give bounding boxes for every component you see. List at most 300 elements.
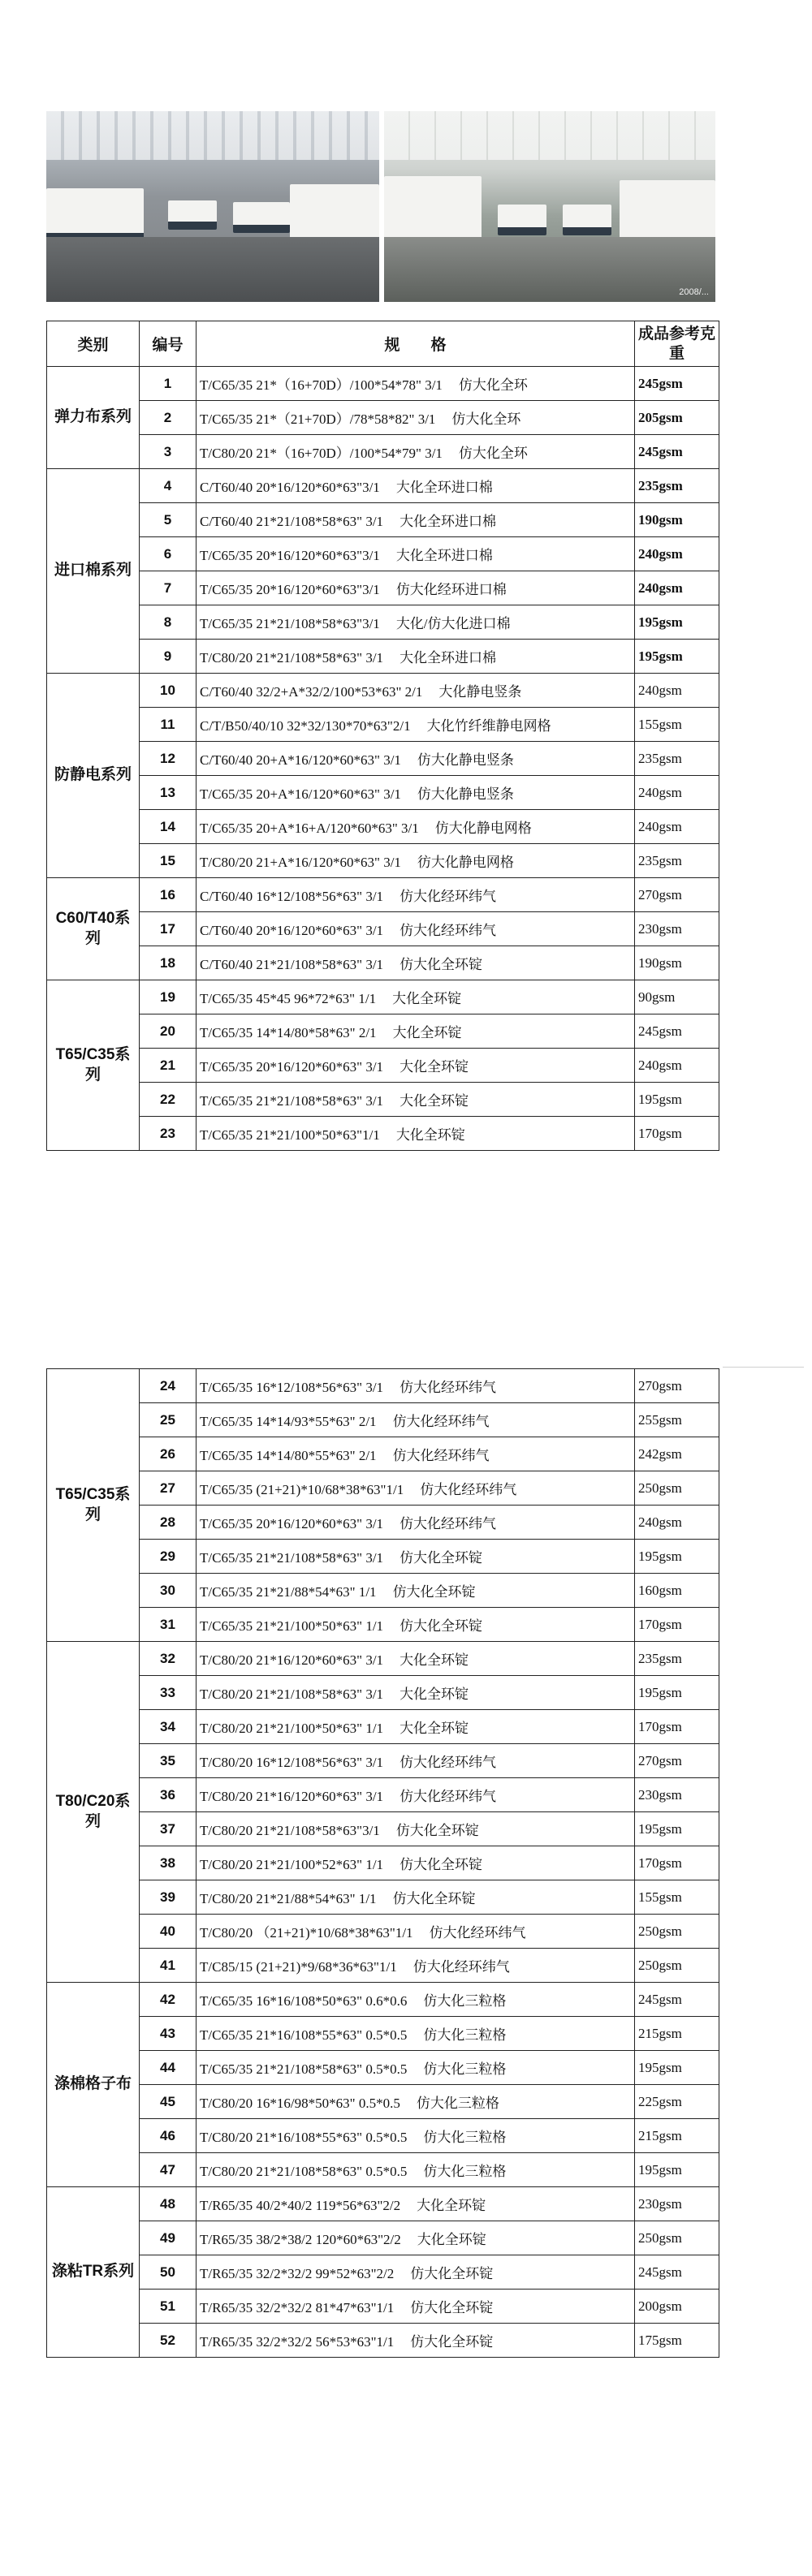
- spec-description: 仿大化全环锭: [392, 1584, 476, 1600]
- spec-description: 仿大化全环锭: [410, 2300, 494, 2315]
- table-row: [47, 878, 719, 912]
- row-weight: 245gsm: [635, 435, 719, 469]
- spec-description: 仿大化三粒格: [423, 1993, 507, 2009]
- fabric-spec-table-1: [46, 321, 719, 1151]
- table-row: [47, 2290, 719, 2324]
- table-row: [47, 742, 719, 776]
- table-row: [47, 1915, 719, 1949]
- spec-text: T/R65/35 38/2*38/2 120*60*63"2/2: [200, 2232, 401, 2247]
- spec-description: 仿大化全环锭: [410, 2266, 494, 2281]
- spec-text: T/C65/35 21*21/100*50*63"1/1: [200, 1127, 380, 1143]
- spec-text: T/C65/35 20*16/120*60*63" 3/1: [200, 1059, 384, 1075]
- row-weight: 270gsm: [635, 1369, 719, 1403]
- spec-description: 仿大化经环纬气: [429, 1925, 526, 1941]
- table-row: [47, 503, 719, 537]
- row-weight: 215gsm: [635, 2017, 719, 2051]
- row-spec: [197, 2119, 635, 2153]
- row-number: 14: [140, 810, 197, 844]
- spec-text: T/C65/35 16*12/108*56*63" 3/1: [200, 1380, 384, 1395]
- table-row: [47, 1846, 719, 1880]
- spec-description: 大化全环锭: [392, 991, 462, 1006]
- row-number: 26: [140, 1437, 197, 1471]
- spec-text: T/C80/20 21*21/108*58*63" 3/1: [200, 1686, 384, 1702]
- spec-text: T/C80/20 21*21/108*58*63"3/1: [200, 1823, 380, 1838]
- row-number: 51: [140, 2290, 197, 2324]
- spec-text: T/C65/35 21*21/108*58*63" 3/1: [200, 1550, 384, 1566]
- table-row: [47, 537, 719, 571]
- table-row: [47, 1471, 719, 1506]
- spec-description: 仿大化全环锭: [392, 1891, 476, 1906]
- spec-text: T/R65/35 32/2*32/2 56*53*63"1/1: [200, 2334, 395, 2350]
- spec-description: 大化全环锭: [400, 1721, 469, 1736]
- row-number: 25: [140, 1403, 197, 1437]
- header-spec: 规 格: [197, 321, 635, 367]
- category-label: 防静电系列: [47, 674, 140, 878]
- row-number: 19: [140, 980, 197, 1014]
- row-number: 46: [140, 2119, 197, 2153]
- row-weight: 225gsm: [635, 2085, 719, 2119]
- row-spec: [197, 2187, 635, 2221]
- spec-description: 大化竹纤维静电网格: [426, 718, 551, 734]
- table-row: [47, 980, 719, 1014]
- spec-text: T/C65/35 20*16/120*60*63" 3/1: [200, 1516, 384, 1531]
- table-row: [47, 640, 719, 674]
- row-number: 2: [140, 401, 197, 435]
- spec-description: 大化/仿大化进口棉: [395, 616, 511, 631]
- row-weight: 160gsm: [635, 1574, 719, 1608]
- row-number: 4: [140, 469, 197, 503]
- table-row: [47, 605, 719, 640]
- table-row: [47, 1642, 719, 1676]
- spec-text: C/T60/40 21*21/108*58*63" 3/1: [200, 514, 384, 529]
- row-spec: [197, 503, 635, 537]
- row-weight: 195gsm: [635, 1676, 719, 1710]
- category-label: 进口棉系列: [47, 469, 140, 674]
- row-weight: 255gsm: [635, 1403, 719, 1437]
- row-weight: 195gsm: [635, 605, 719, 640]
- row-number: 27: [140, 1471, 197, 1506]
- row-weight: 242gsm: [635, 1437, 719, 1471]
- table-row: [47, 776, 719, 810]
- spec-text: T/C65/35 21*21/108*58*63" 0.5*0.5: [200, 2061, 408, 2077]
- row-spec: [197, 1915, 635, 1949]
- spec-text: T/C65/35 21*21/108*58*63"3/1: [200, 616, 380, 631]
- row-weight: 215gsm: [635, 2119, 719, 2153]
- row-weight: 175gsm: [635, 2324, 719, 2358]
- spec-description: 仿大化三粒格: [423, 2027, 507, 2043]
- spec-description: 仿大化经环纬气: [420, 1482, 517, 1497]
- row-weight: 235gsm: [635, 1642, 719, 1676]
- row-weight: 245gsm: [635, 367, 719, 401]
- spec-text: T/C80/20 （21+21)*10/68*38*63"1/1: [200, 1925, 413, 1941]
- row-spec: [197, 1608, 635, 1642]
- row-number: 16: [140, 878, 197, 912]
- spec-description: 仿大化全环锭: [410, 2334, 494, 2350]
- row-weight: 270gsm: [635, 1744, 719, 1778]
- row-number: 52: [140, 2324, 197, 2358]
- table-row: [47, 2221, 719, 2255]
- row-weight: 245gsm: [635, 1983, 719, 2017]
- spec-text: T/C65/35 20*16/120*60*63"3/1: [200, 548, 380, 563]
- table-row: [47, 367, 719, 401]
- row-spec: [197, 1744, 635, 1778]
- row-spec: [197, 640, 635, 674]
- row-number: 31: [140, 1608, 197, 1642]
- row-weight: 190gsm: [635, 503, 719, 537]
- row-weight: 240gsm: [635, 1506, 719, 1540]
- spec-text: T/C80/20 21+A*16/120*60*63" 3/1: [200, 855, 401, 870]
- row-number: 23: [140, 1117, 197, 1151]
- row-number: 7: [140, 571, 197, 605]
- row-spec: [197, 1642, 635, 1676]
- spec-text: T/C65/35 20*16/120*60*63"3/1: [200, 582, 380, 597]
- spec-text: T/C80/20 16*16/98*50*63" 0.5*0.5: [200, 2096, 400, 2111]
- spec-description: 大化全环进口棉: [400, 514, 497, 529]
- row-weight: 235gsm: [635, 469, 719, 503]
- spec-description: 仿大化经环纬气: [400, 923, 497, 938]
- table-row: [47, 1710, 719, 1744]
- row-weight: 170gsm: [635, 1117, 719, 1151]
- row-spec: [197, 1471, 635, 1506]
- category-label: 涤棉格子布: [47, 1983, 140, 2187]
- table-row: [47, 1608, 719, 1642]
- spec-text: C/T60/40 20*16/120*60*63"3/1: [200, 480, 380, 495]
- spec-description: 仿大化全环: [458, 446, 528, 461]
- row-weight: 155gsm: [635, 708, 719, 742]
- spec-text: T/R65/35 32/2*32/2 99*52*63"2/2: [200, 2266, 395, 2281]
- row-number: 3: [140, 435, 197, 469]
- header-weight: 成品参考克重: [635, 321, 719, 367]
- row-spec: [197, 674, 635, 708]
- table-row: [47, 810, 719, 844]
- row-spec: [197, 1778, 635, 1812]
- row-number: 36: [140, 1778, 197, 1812]
- table-row: [47, 1949, 719, 1983]
- row-number: 33: [140, 1676, 197, 1710]
- weaving-workshop-photo-right: [384, 111, 715, 302]
- table-row: [47, 844, 719, 878]
- row-number: 30: [140, 1574, 197, 1608]
- row-spec: [197, 605, 635, 640]
- row-weight: 190gsm: [635, 946, 719, 980]
- table-row: [47, 1778, 719, 1812]
- row-number: 48: [140, 2187, 197, 2221]
- spec-description: 大化全环锭: [400, 1093, 469, 1109]
- fabric-spec-table-2: [46, 1368, 719, 2358]
- table-row: [47, 1403, 719, 1437]
- table-row: [47, 1437, 719, 1471]
- row-weight: 195gsm: [635, 1083, 719, 1117]
- table-row: [47, 1574, 719, 1608]
- category-label: 涤粘TR系列: [47, 2187, 140, 2358]
- row-number: 22: [140, 1083, 197, 1117]
- row-spec: [197, 1083, 635, 1117]
- spec-text: T/R65/35 40/2*40/2 119*56*63"2/2: [200, 2198, 401, 2213]
- spec-description: 仿大化静电竖条: [417, 786, 514, 802]
- weaving-workshop-photo-left: [46, 111, 379, 302]
- row-number: 1: [140, 367, 197, 401]
- table-row: [47, 2324, 719, 2358]
- row-spec: [197, 469, 635, 503]
- table-row: [47, 2051, 719, 2085]
- row-spec: [197, 776, 635, 810]
- spec-text: T/C65/35 21*（16+70D）/100*54*78" 3/1: [200, 377, 443, 393]
- row-weight: 270gsm: [635, 878, 719, 912]
- row-number: 44: [140, 2051, 197, 2085]
- spec-text: T/C80/20 21*16/120*60*63" 3/1: [200, 1652, 384, 1668]
- row-spec: [197, 2153, 635, 2187]
- row-weight: 230gsm: [635, 1778, 719, 1812]
- spec-description: 仿大化全环锭: [400, 1550, 483, 1566]
- row-number: 20: [140, 1014, 197, 1049]
- table-row: [47, 674, 719, 708]
- spec-text: T/C80/20 21*21/100*52*63" 1/1: [200, 1857, 384, 1872]
- spec-text: T/C80/20 21*21/108*58*63" 0.5*0.5: [200, 2164, 408, 2179]
- row-weight: 195gsm: [635, 2153, 719, 2187]
- row-weight: 170gsm: [635, 1846, 719, 1880]
- table-row: [47, 946, 719, 980]
- row-number: 13: [140, 776, 197, 810]
- spec-description: 大化全环锭: [400, 1652, 469, 1668]
- header-number: 编号: [140, 321, 197, 367]
- spec-text: C/T60/40 20*16/120*60*63" 3/1: [200, 923, 384, 938]
- row-number: 45: [140, 2085, 197, 2119]
- row-spec: [197, 844, 635, 878]
- spec-description: 仿大化经环纬气: [400, 889, 497, 904]
- row-weight: 240gsm: [635, 1049, 719, 1083]
- spec-text: T/C65/35 21*16/108*55*63" 0.5*0.5: [200, 2027, 408, 2043]
- table-row: [47, 1812, 719, 1846]
- spec-description: 大化全环锭: [417, 2232, 486, 2247]
- row-spec: [197, 537, 635, 571]
- spec-text: T/C65/35 (21+21)*10/68*38*63"1/1: [200, 1482, 404, 1497]
- row-number: 24: [140, 1369, 197, 1403]
- row-spec: [197, 1710, 635, 1744]
- row-weight: 170gsm: [635, 1710, 719, 1744]
- table-row: [47, 435, 719, 469]
- row-spec: [197, 1117, 635, 1151]
- row-number: 37: [140, 1812, 197, 1846]
- spec-description: 大化全环锭: [392, 1025, 462, 1040]
- row-spec: [197, 2290, 635, 2324]
- row-number: 42: [140, 1983, 197, 2017]
- spec-description: 大化全环锭: [400, 1686, 469, 1702]
- table-row: [47, 1049, 719, 1083]
- row-spec: [197, 1049, 635, 1083]
- table-row: [47, 1540, 719, 1574]
- row-spec: [197, 1949, 635, 1983]
- row-number: 47: [140, 2153, 197, 2187]
- row-spec: [197, 742, 635, 776]
- spec-text: T/R65/35 32/2*32/2 81*47*63"1/1: [200, 2300, 395, 2315]
- row-weight: 205gsm: [635, 401, 719, 435]
- spec-text: C/T60/40 16*12/108*56*63" 3/1: [200, 889, 384, 904]
- table-row: [47, 708, 719, 742]
- row-spec: [197, 401, 635, 435]
- row-spec: [197, 2051, 635, 2085]
- spec-text: T/C80/20 16*12/108*56*63" 3/1: [200, 1755, 384, 1770]
- table-row: [47, 469, 719, 503]
- spec-description: 大化全环进口棉: [395, 548, 493, 563]
- spec-description: 仿大化静电网格: [434, 821, 532, 836]
- row-weight: 245gsm: [635, 2255, 719, 2290]
- spec-text: T/C85/15 (21+21)*9/68*36*63"1/1: [200, 1959, 397, 1975]
- row-weight: 250gsm: [635, 1949, 719, 1983]
- row-weight: 90gsm: [635, 980, 719, 1014]
- row-number: 6: [140, 537, 197, 571]
- spec-description: 仿大化经环进口棉: [395, 582, 507, 597]
- row-spec: [197, 1506, 635, 1540]
- table-row: [47, 571, 719, 605]
- row-spec: [197, 980, 635, 1014]
- row-spec: [197, 1014, 635, 1049]
- row-weight: 155gsm: [635, 1880, 719, 1915]
- category-label: C60/T40系列: [47, 878, 140, 980]
- spec-description: 仿大化全环锭: [400, 957, 483, 972]
- row-spec: [197, 1880, 635, 1915]
- spec-text: C/T/B50/40/10 32*32/130*70*63"2/1: [200, 718, 411, 734]
- row-weight: 240gsm: [635, 537, 719, 571]
- table-row: [47, 1676, 719, 1710]
- row-spec: [197, 810, 635, 844]
- row-number: 9: [140, 640, 197, 674]
- row-number: 35: [140, 1744, 197, 1778]
- photo-watermark: 2008/...: [679, 287, 709, 297]
- table-header-row: [47, 321, 719, 367]
- row-number: 50: [140, 2255, 197, 2290]
- row-weight: 250gsm: [635, 1471, 719, 1506]
- row-spec: [197, 367, 635, 401]
- row-number: 10: [140, 674, 197, 708]
- spec-description: 仿大化全环: [451, 411, 521, 427]
- row-weight: 240gsm: [635, 810, 719, 844]
- spec-text: T/C65/35 16*16/108*50*63" 0.6*0.6: [200, 1993, 408, 2009]
- row-number: 49: [140, 2221, 197, 2255]
- row-weight: 235gsm: [635, 844, 719, 878]
- row-spec: [197, 1846, 635, 1880]
- table-row: [47, 2017, 719, 2051]
- table-row: [47, 1117, 719, 1151]
- spec-text: T/C80/20 21*16/120*60*63" 3/1: [200, 1789, 384, 1804]
- spec-text: T/C80/20 21*21/100*50*63" 1/1: [200, 1721, 384, 1736]
- row-weight: 200gsm: [635, 2290, 719, 2324]
- factory-photos: [46, 111, 715, 302]
- row-weight: 230gsm: [635, 912, 719, 946]
- spec-description: 仿大化全环锭: [400, 1618, 483, 1634]
- spec-description: 仿大化经环纬气: [400, 1516, 497, 1531]
- row-spec: [197, 708, 635, 742]
- row-weight: 195gsm: [635, 1812, 719, 1846]
- category-label: T65/C35系列: [47, 980, 140, 1151]
- spec-text: T/C65/35 21*21/88*54*63" 1/1: [200, 1584, 377, 1600]
- row-number: 18: [140, 946, 197, 980]
- table-row: [47, 2255, 719, 2290]
- spec-description: 仿大化静电竖条: [417, 752, 514, 768]
- row-number: 21: [140, 1049, 197, 1083]
- table-row: [47, 1369, 719, 1403]
- row-spec: [197, 1574, 635, 1608]
- row-number: 11: [140, 708, 197, 742]
- row-spec: [197, 1676, 635, 1710]
- table-row: [47, 2085, 719, 2119]
- spec-description: 仿大化全环锭: [395, 1823, 479, 1838]
- spec-text: T/C65/35 20+A*16+A/120*60*63" 3/1: [200, 821, 419, 836]
- spec-description: 彷大化静电网格: [417, 855, 514, 870]
- row-spec: [197, 1437, 635, 1471]
- spec-text: T/C65/35 14*14/93*55*63" 2/1: [200, 1414, 377, 1429]
- spec-text: T/C65/35 45*45 96*72*63" 1/1: [200, 991, 377, 1006]
- row-weight: 250gsm: [635, 1915, 719, 1949]
- spec-description: 大化静电竖条: [438, 684, 522, 700]
- spec-text: T/C65/35 21*21/108*58*63" 3/1: [200, 1093, 384, 1109]
- row-number: 8: [140, 605, 197, 640]
- spec-text: C/T60/40 32/2+A*32/2/100*53*63" 2/1: [200, 684, 423, 700]
- spec-description: 仿大化三粒格: [416, 2096, 499, 2111]
- spec-text: T/C65/35 14*14/80*58*63" 2/1: [200, 1025, 377, 1040]
- row-weight: 235gsm: [635, 742, 719, 776]
- spec-description: 大化全环进口棉: [400, 650, 497, 666]
- row-weight: 240gsm: [635, 674, 719, 708]
- row-number: 15: [140, 844, 197, 878]
- row-weight: 240gsm: [635, 571, 719, 605]
- spec-description: 大化全环锭: [417, 2198, 486, 2213]
- row-number: 40: [140, 1915, 197, 1949]
- spec-description: 仿大化全环: [458, 377, 528, 393]
- row-spec: [197, 571, 635, 605]
- spec-text: T/C65/35 14*14/80*55*63" 2/1: [200, 1448, 377, 1463]
- spec-description: 大化全环进口棉: [395, 480, 493, 495]
- row-weight: 230gsm: [635, 2187, 719, 2221]
- table-row: [47, 1880, 719, 1915]
- row-weight: 195gsm: [635, 2051, 719, 2085]
- row-spec: [197, 2324, 635, 2358]
- spec-description: 仿大化经环纬气: [400, 1380, 497, 1395]
- spec-description: 仿大化经环纬气: [400, 1755, 497, 1770]
- spec-text: T/C65/35 20+A*16/120*60*63" 3/1: [200, 786, 401, 802]
- table-row: [47, 912, 719, 946]
- spec-description: 仿大化经环纬气: [392, 1448, 490, 1463]
- row-number: 39: [140, 1880, 197, 1915]
- row-spec: [197, 1812, 635, 1846]
- row-spec: [197, 946, 635, 980]
- row-number: 12: [140, 742, 197, 776]
- row-number: 32: [140, 1642, 197, 1676]
- row-number: 34: [140, 1710, 197, 1744]
- spec-text: T/C80/20 21*21/88*54*63" 1/1: [200, 1891, 377, 1906]
- spec-text: T/C80/20 21*16/108*55*63" 0.5*0.5: [200, 2130, 408, 2145]
- row-spec: [197, 1540, 635, 1574]
- table-row: [47, 1014, 719, 1049]
- table-row: [47, 1506, 719, 1540]
- row-spec: [197, 2085, 635, 2119]
- spec-text: T/C80/20 21*（16+70D）/100*54*79" 3/1: [200, 446, 443, 461]
- row-spec: [197, 2221, 635, 2255]
- row-weight: 195gsm: [635, 640, 719, 674]
- row-number: 5: [140, 503, 197, 537]
- spec-description: 大化全环锭: [400, 1059, 469, 1075]
- spec-description: 仿大化三粒格: [423, 2164, 507, 2179]
- spec-text: C/T60/40 21*21/108*58*63" 3/1: [200, 957, 384, 972]
- spec-text: C/T60/40 20+A*16/120*60*63" 3/1: [200, 752, 401, 768]
- row-spec: [197, 1983, 635, 2017]
- header-category: 类别: [47, 321, 140, 367]
- table-row: [47, 2119, 719, 2153]
- spec-text: T/C65/35 21*21/100*50*63" 1/1: [200, 1618, 384, 1634]
- row-weight: 250gsm: [635, 2221, 719, 2255]
- spec-description: 仿大化三粒格: [423, 2130, 507, 2145]
- spec-text: T/C80/20 21*21/108*58*63" 3/1: [200, 650, 384, 666]
- spec-description: 仿大化经环纬气: [392, 1414, 490, 1429]
